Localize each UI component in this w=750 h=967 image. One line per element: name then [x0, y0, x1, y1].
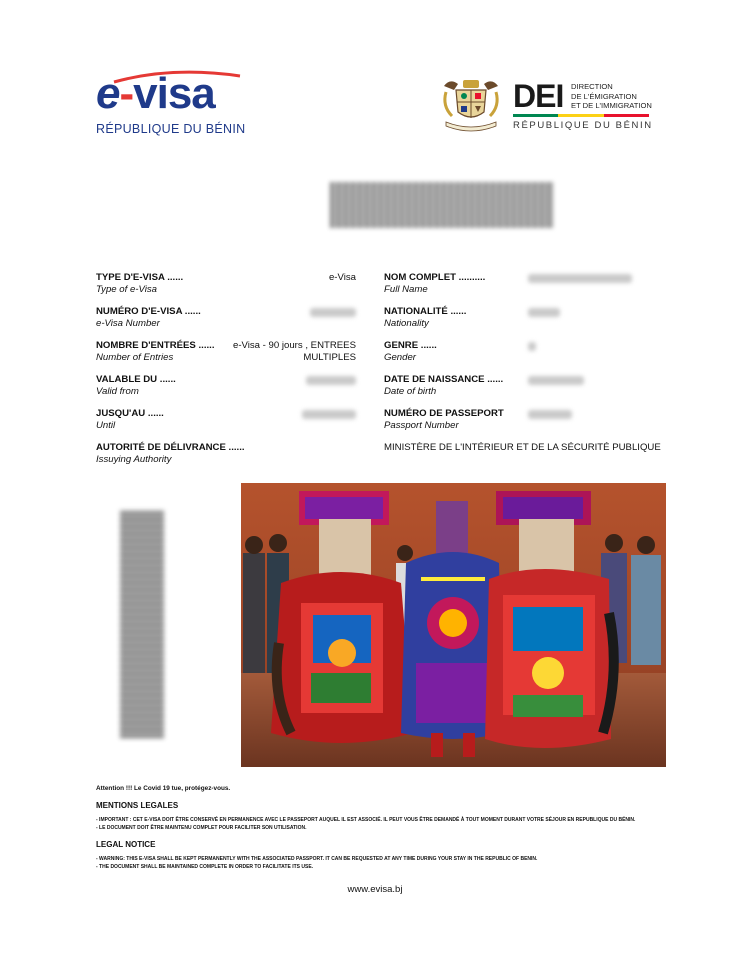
field-date-of-birth: DATE DE NAISSANCE ...... Date of birth [384, 374, 644, 398]
egungun-photo [241, 483, 666, 767]
field-authority: AUTORITÉ DE DÉLIVRANCE ...... Issuying Authority [96, 442, 245, 465]
authority-value: MINISTÈRE DE L'INTÉRIEUR ET DE LA SÉCURITÉ PUBLIQUE [384, 442, 661, 453]
evisa-wordmark: e-visa [96, 69, 215, 118]
legal-notice-list: - WARNING: THIS E-VISA SHALL BE KEPT PERMANENTLY WITH THE ASSOCIATED PASSPORT. IT CAN BE REQUESTED AT ANY TIME DURING YOUR STAY IN THE REPUBLIC OF BENIN. - THE DOCUMENT SHALL BE MAINTAINED COMPLETE IN ORDER TO FACILITATE ITS USE. [96, 856, 538, 870]
field-evisa-number: NUMÉRO D'E-VISA ...... e-Visa Number [96, 306, 356, 330]
field-passport-number: NUMÉRO DE PASSEPORT Passport Number [384, 408, 644, 432]
barcode-redacted [330, 182, 554, 228]
field-gender: GENRE ...... Gender [384, 340, 644, 364]
mentions-legales-list: - IMPORTANT : CET E-VISA DOIT ÊTRE CONSERVÉ EN PERMANENCE AVEC LE PASSEPORT AUQUEL IL EST ASSOCIÉ. IL PEUT VOUS ÊTRE DEMANDÉ À TOUT MOMENT DURANT VOTRE SÉJOUR EN REPUBLIQUE DU BÉNIN. - LE DOCUMENT DOIT ÊTRE MAINTENU COMPLET POUR FACILITER SON UTILISATION. [96, 817, 636, 831]
mentions-legales-title: MENTIONS LEGALES [96, 801, 179, 810]
dob-redacted [528, 376, 584, 389]
entries-value: e-Visa - 90 jours , ENTREES MULTIPLES [233, 340, 356, 363]
field-valid-from: VALABLE DU ...... Valid from [96, 374, 356, 398]
field-full-name: NOM COMPLET .......... Full Name [384, 272, 644, 296]
flag-color-bar [513, 114, 649, 117]
passport-redacted [528, 410, 572, 423]
field-nationality: NATIONALITÉ ...... Nationality [384, 306, 644, 330]
dei-letters: DEI [513, 78, 564, 114]
website-link[interactable]: www.evisa.bj [347, 884, 403, 895]
coat-of-arms-icon [440, 76, 502, 134]
barcode-vertical-redacted [120, 510, 164, 738]
evisa-type-value: e-Visa [328, 272, 356, 283]
valid-from-redacted [306, 376, 356, 389]
dei-lines: DIRECTION DE L'ÉMIGRATION ET DE L'IMMIGRATION [571, 82, 652, 110]
full-name-redacted [528, 274, 632, 287]
dei-subtitle: RÉPUBLIQUE DU BÉNIN [513, 120, 653, 131]
evisa-subtitle: RÉPUBLIQUE DU BÉNIN [96, 122, 246, 136]
legal-notice-title: LEGAL NOTICE [96, 840, 156, 849]
dei-logo [513, 80, 663, 134]
field-evisa-type: TYPE D'E-VISA ...... Type of e-Visa e-Visa [96, 272, 356, 295]
evisa-logo [96, 69, 256, 138]
covid-attention: Attention !!! Le Covid 19 tue, protégez-vous. [96, 785, 231, 792]
field-entries: NOMBRE D'ENTRÉES ...... Number of Entries e-Visa - 90 jours , ENTREES MULTIPLES [96, 340, 356, 363]
gender-redacted [528, 342, 536, 355]
evisa-number-redacted [310, 308, 356, 321]
nationality-redacted [528, 308, 560, 321]
until-redacted [302, 410, 356, 423]
field-until: JUSQU'AU ...... Until [96, 408, 356, 432]
